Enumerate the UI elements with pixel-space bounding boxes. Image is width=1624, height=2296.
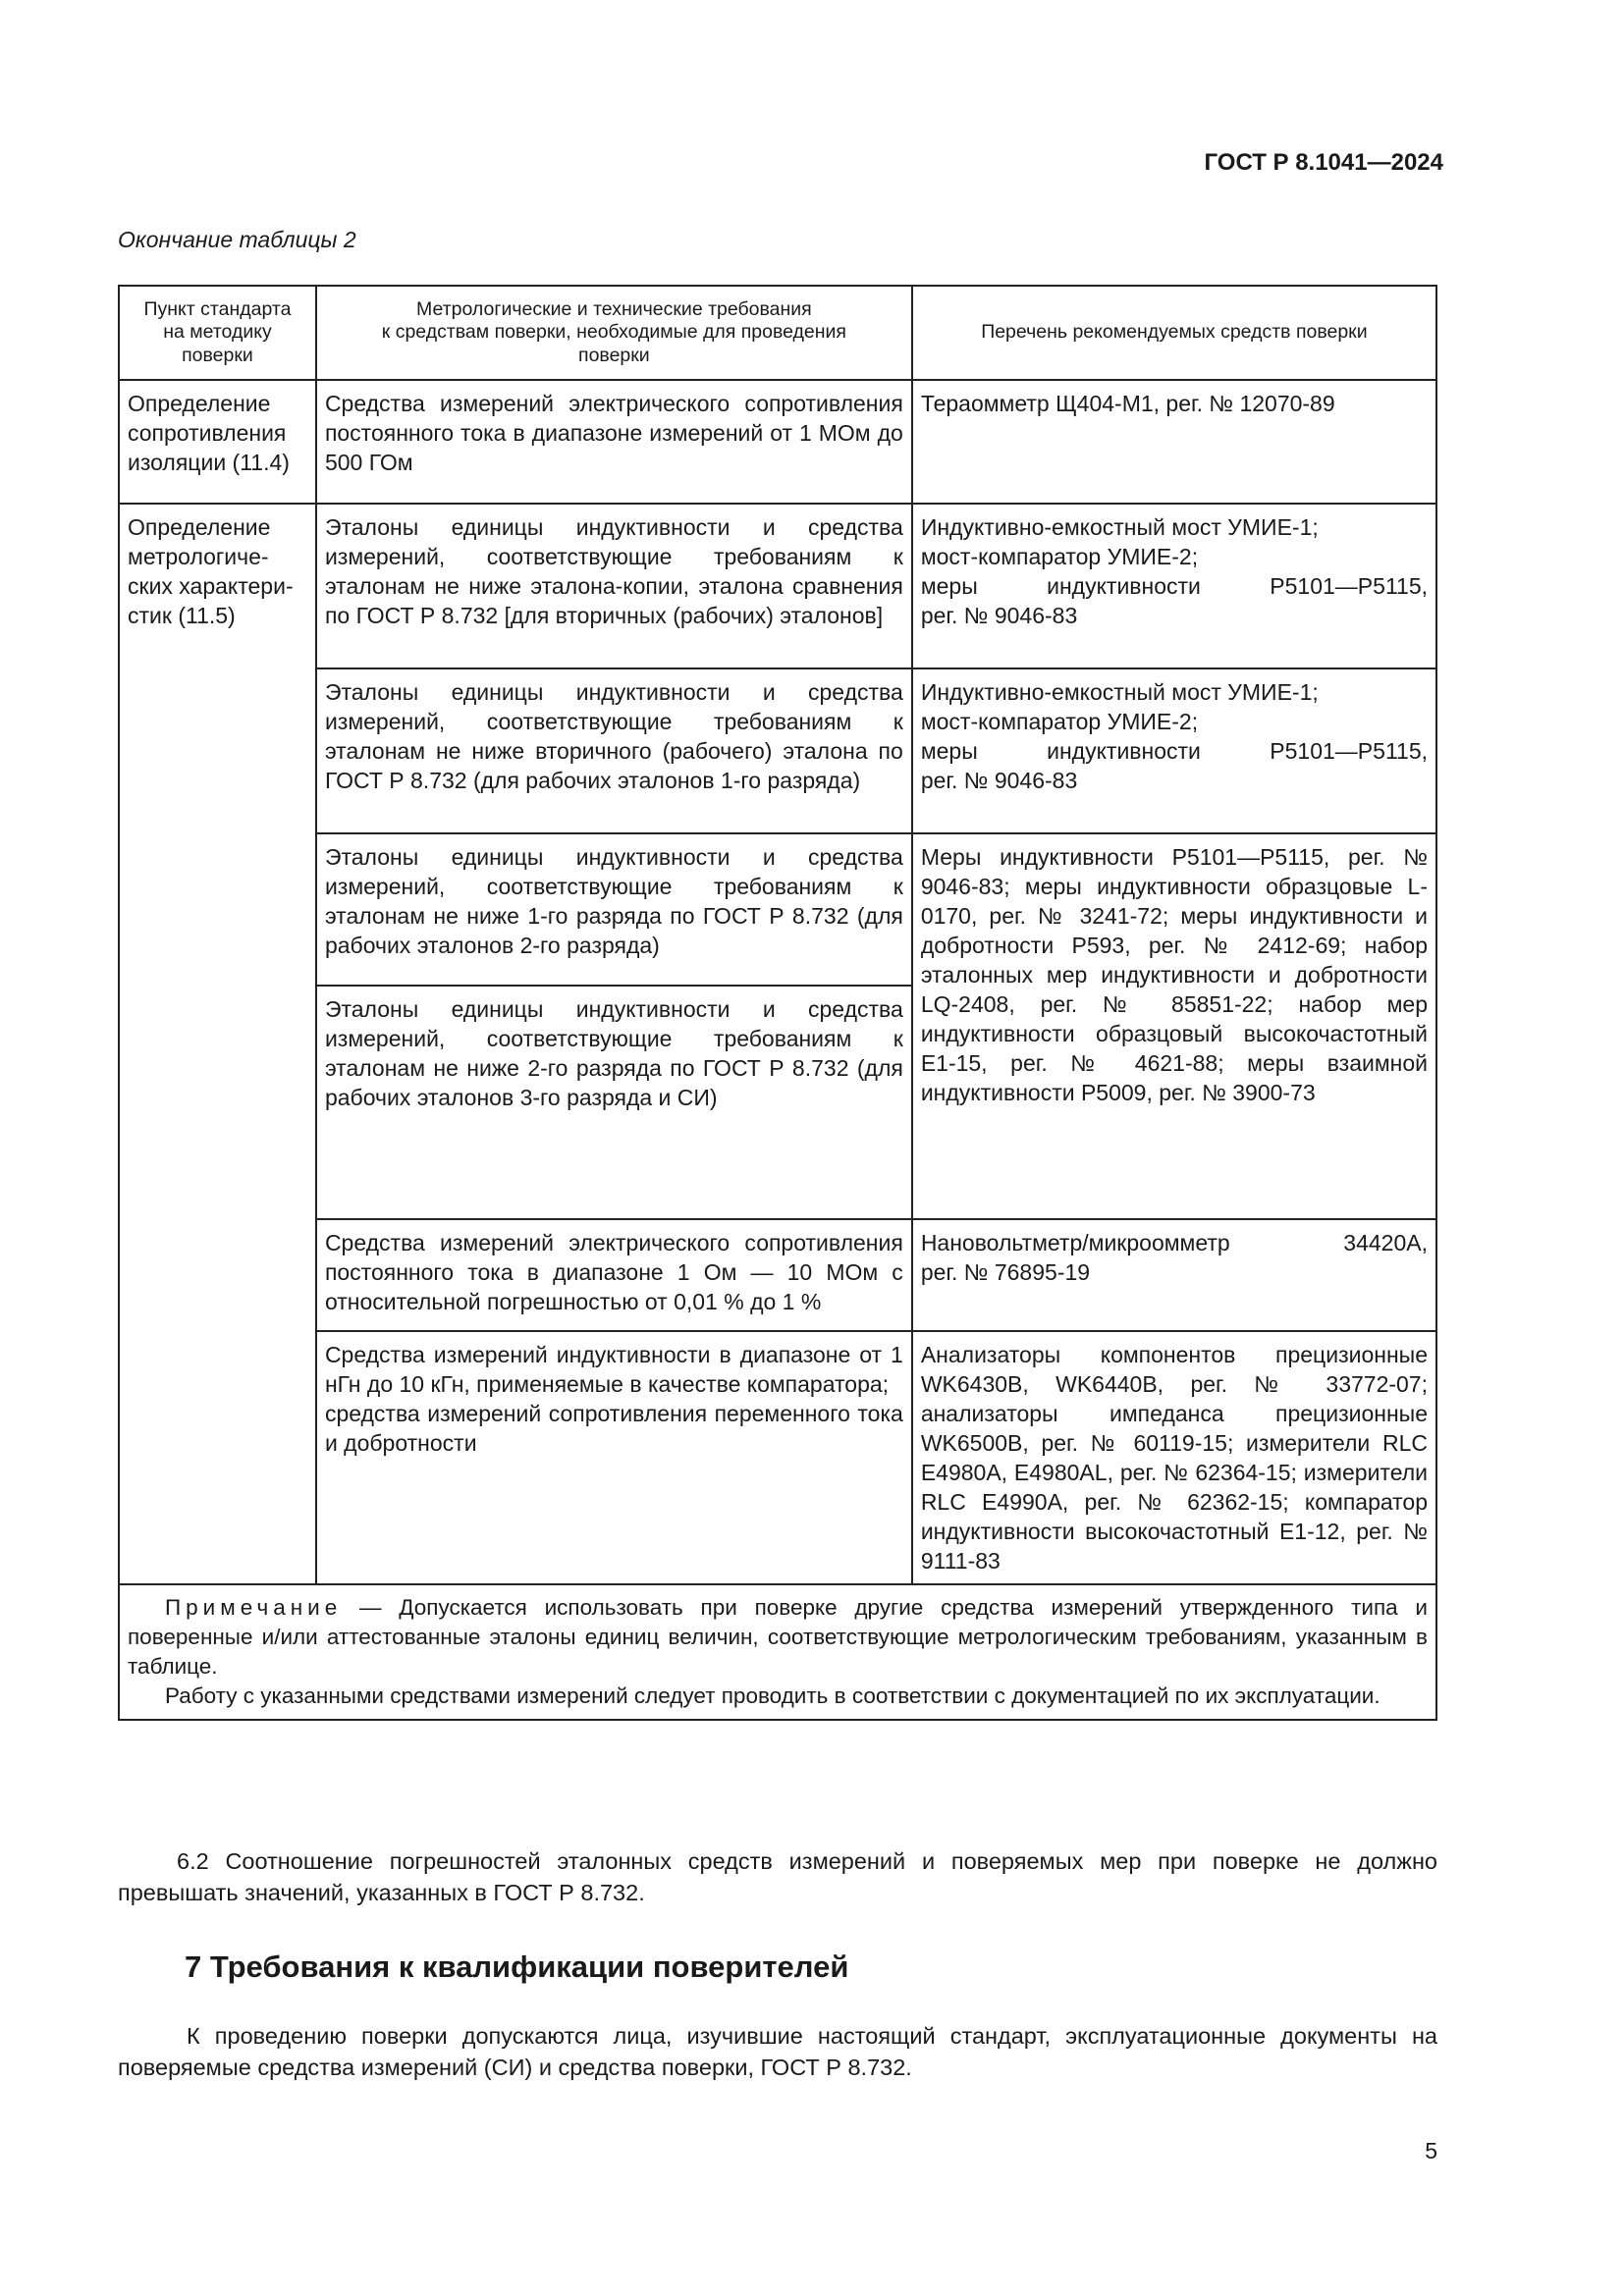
tools-line: меры индуктивности Р5101—Р5115, [920,738,1428,764]
tools-cell: Меры индуктивности Р5101—Р5115, рег. № 9046-83; меры индуктивности образцовые L-0170, рег. № 3241-72; меры индуктивности и добротности Р593, рег. № 2412-69; набор эталонных мер индуктивности и добротности LQ-2408, рег. № 85851-22; набор мер индуктивности образцовый высокочастотный Е1-15, рег. № 4621-88; меры взаимной индуктивности Р5009, рег. № 3900-73 [912,833,1436,1219]
requirement-cell: Эталоны единицы индуктивности и средства измерений, соответствующие требованиям к эталонам не ниже вторичного (рабочего) эталона по ГОСТ Р 8.732 (для рабочих эталонов 1-го разряда) [316,668,912,833]
note-label: Примечание [165,1595,343,1620]
section-7-title: 7 Требования к квалификации поверителей [185,1949,849,1984]
table-row [119,1219,1436,1331]
tools-cell: Тераомметр Щ404-М1, рег. № 12070-89 [912,380,1436,504]
requirement-cell: Средства измерений электрического сопротивления постоянного тока в диапазоне измерений от 1 МОм до 500 ГОм [316,380,912,504]
table-note-row [119,1584,1436,1720]
tools-line: мост-компаратор УМИЕ-2; [920,544,1199,569]
note-paragraph [128,1593,1428,1682]
table-caption: Окончание таблицы 2 [118,227,356,252]
tools-line: рег. № 9046-83 [920,768,1078,793]
requirement-cell: Эталоны единицы индуктивности и средства измерений, соответствующие требованиям к эталонам не ниже 1-го разряда по ГОСТ Р 8.732 (для рабочих эталонов 2-го разряда) [316,833,912,986]
tools-line: мост-компаратор УМИЕ-2; [920,709,1199,734]
table-row [119,668,1436,833]
tools-cell: Анализаторы компонентов прецизионные WK6430B, WK6440B, рег. № 33772-07; анализаторы импеданса прецизионные WK6500B, рег. № 60119-15; измерители RLC E4980A, E4980AL, рег. № 62364-15; измерители RLC E4990A, рег. № 62362-15; компаратор индуктивности высокочастотный Е1-12, рег. № 9111-83 [912,1331,1436,1584]
paragraph-6-2-text: 6.2 Соотношение погрешностей эталонных средств измерений и поверяемых мер при поверке не должно превышать значений, указанных в ГОСТ Р 8.732. [118,1848,1437,1905]
section-7-text: К проведению поверки допускаются лица, изучившие настоящий стандарт, эксплуатационные документы на поверяемые средства измерений (СИ) и средства поверки, ГОСТ Р 8.732. [118,2023,1437,2080]
table-note [119,1584,1436,1720]
requirement-line: Средства измерений индуктивности в диапазоне от 1 нГн до 10 кГн, применяемые в качестве компаратора; [324,1342,903,1397]
tools-line: рег. № 9046-83 [920,603,1078,628]
table-row [119,504,1436,668]
document-standard-number: ГОСТ Р 8.1041—2024 [1204,149,1443,176]
header-standard-clause: Пункт стандарта на методику поверки [119,286,316,380]
table-row [119,1331,1436,1584]
note-text: — Допускается использовать при поверке другие средства измерений утвержденного типа и поверенные и/или аттестованные эталоны единиц величин, соответствующие метрологическим требованиям, указанным в таблице. [128,1595,1428,1679]
note-paragraph: Работу с указанными средствами измерений следует проводить в соответствии с документацией по их эксплуатации. [165,1683,1380,1708]
tools-line: Индуктивно-емкостный мост УМИЕ-1; [920,514,1319,540]
section-7-paragraph [118,2020,1437,2083]
tools-line: Нановольтметр/микроомметр 34420А, [920,1230,1428,1255]
tools-line: рег. № 76895-19 [920,1259,1091,1285]
tools-line: меры индуктивности Р5101—Р5115, [920,573,1428,599]
requirement-cell: Средства измерений электрического сопротивления постоянного тока в диапазоне 1 Ом — 10 МОм с относительной погрешностью от 0,01 % до 1 % [316,1219,912,1331]
requirement-line: средства измерений сопротивления переменного тока и добротности [324,1401,903,1456]
clause-metrological: Определение метрологиче- ских характери- стик (11.5) [119,504,316,1584]
requirement-cell [316,1331,912,1584]
requirement-cell: Эталоны единицы индуктивности и средства измерений, соответствующие требованиям к эталонам не ниже эталона-копии, эталона сравнения по ГОСТ Р 8.732 [для вторичных (рабочих) эталонов] [316,504,912,668]
clause-insulation: Определение сопротивления изоляции (11.4) [119,380,316,504]
table-row [119,833,1436,986]
requirement-cell: Эталоны единицы индуктивности и средства измерений, соответствующие требованиям к эталонам не ниже 2-го разряда по ГОСТ Р 8.732 (для рабочих эталонов 3-го разряда и СИ) [316,986,912,1219]
table-row [119,380,1436,504]
verification-tools-table [118,285,1437,1721]
paragraph-6-2 [118,1845,1437,1908]
tools-line: Индуктивно-емкостный мост УМИЕ-1; [920,679,1319,705]
header-recommended-tools: Перечень рекомендуемых средств поверки [912,286,1436,380]
page-number: 5 [1425,2138,1437,2163]
tools-cell [912,668,1436,833]
table-header-row [119,286,1436,380]
tools-cell [912,1219,1436,1331]
tools-cell [912,504,1436,668]
header-requirements: Метрологические и технические требования к средствам поверки, необходимые для проведения поверки [316,286,912,380]
